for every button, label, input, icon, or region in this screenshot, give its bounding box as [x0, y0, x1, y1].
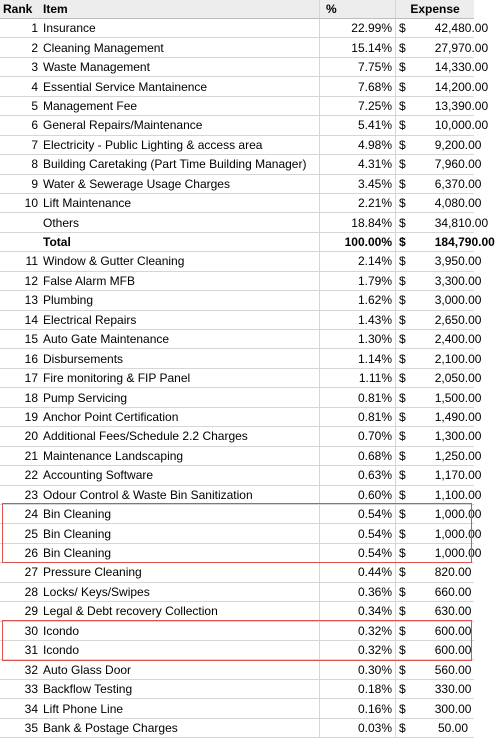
- amount-cell: 560.00: [435, 660, 474, 679]
- table-row: [0, 135, 474, 154]
- amount-cell: 4,080.00: [435, 193, 474, 212]
- table-row: [0, 38, 474, 57]
- amount-cell: 9,200.00: [435, 135, 474, 154]
- item-cell: Window & Gutter Cleaning: [41, 252, 320, 271]
- currency-cell: $: [396, 271, 435, 290]
- currency-cell: $: [396, 174, 435, 193]
- percent-cell: 4.31%: [320, 155, 396, 174]
- table-row: [0, 407, 474, 426]
- percent-cell: 3.45%: [320, 174, 396, 193]
- currency-cell: $: [396, 38, 435, 57]
- item-cell: Additional Fees/Schedule 2.2 Charges: [41, 427, 320, 446]
- currency-cell: $: [396, 193, 435, 212]
- table-row: [0, 57, 474, 76]
- percent-cell: 1.30%: [320, 330, 396, 349]
- percent-cell: 0.16%: [320, 699, 396, 718]
- percent-cell: 4.98%: [320, 135, 396, 154]
- amount-cell: 1,300.00: [435, 427, 474, 446]
- percent-cell: 0.70%: [320, 427, 396, 446]
- item-cell: False Alarm MFB: [41, 271, 320, 290]
- item-cell: Locks/ Keys/Swipes: [41, 582, 320, 601]
- table-body: [0, 19, 495, 738]
- table-row: [0, 679, 474, 698]
- percent-cell: 18.84%: [320, 213, 396, 232]
- currency-cell: $: [396, 446, 435, 465]
- table-row: [0, 155, 474, 174]
- table-row: [0, 524, 474, 543]
- amount-cell: 27,970.00: [435, 38, 474, 57]
- percent-cell: 100.00%: [320, 232, 396, 251]
- currency-cell: $: [396, 621, 435, 640]
- percent-cell: 1.43%: [320, 310, 396, 329]
- amount-cell: 820.00: [435, 563, 474, 582]
- currency-cell: $: [396, 368, 435, 387]
- percent-cell: 2.14%: [320, 252, 396, 271]
- item-cell: Icondo: [41, 641, 320, 660]
- percent-cell: 0.63%: [320, 466, 396, 485]
- rank-cell: 3: [0, 57, 41, 76]
- currency-cell: $: [396, 407, 435, 426]
- amount-cell: 3,950.00: [435, 252, 474, 271]
- amount-cell: 1,000.00: [435, 543, 474, 562]
- item-cell: Plumbing: [41, 291, 320, 310]
- table-row: [0, 193, 474, 212]
- table-row: [0, 252, 474, 271]
- percent-cell: 0.30%: [320, 660, 396, 679]
- rank-cell: 27: [0, 563, 41, 582]
- item-cell: Water & Sewerage Usage Charges: [41, 174, 320, 193]
- percent-cell: 0.68%: [320, 446, 396, 465]
- table-row: [0, 349, 474, 368]
- percent-cell: 0.18%: [320, 679, 396, 698]
- currency-cell: $: [396, 330, 435, 349]
- currency-cell: $: [396, 349, 435, 368]
- table-row: [0, 699, 474, 718]
- table-row: [0, 388, 474, 407]
- rank-cell: 17: [0, 368, 41, 387]
- table-row: [0, 271, 474, 290]
- item-cell: Legal & Debt recovery Collection: [41, 602, 320, 621]
- item-cell: Total: [41, 232, 320, 251]
- percent-cell: 1.79%: [320, 271, 396, 290]
- percent-cell: 0.32%: [320, 621, 396, 640]
- amount-cell: 1,500.00: [435, 388, 474, 407]
- rank-cell: 15: [0, 330, 41, 349]
- amount-cell: 3,300.00: [435, 271, 474, 290]
- item-cell: Backflow Testing: [41, 679, 320, 698]
- amount-cell: 13,390.00: [435, 96, 474, 115]
- item-cell: Building Caretaking (Part Time Building Manager): [41, 155, 320, 174]
- currency-cell: $: [396, 213, 435, 232]
- amount-cell: 7,960.00: [435, 155, 474, 174]
- amount-cell: 330.00: [435, 679, 474, 698]
- table-row: [0, 563, 474, 582]
- percent-cell: 0.81%: [320, 407, 396, 426]
- rank-cell: 34: [0, 699, 41, 718]
- currency-cell: $: [396, 116, 435, 135]
- currency-cell: $: [396, 232, 435, 251]
- percent-cell: 0.36%: [320, 582, 396, 601]
- currency-cell: $: [396, 135, 435, 154]
- percent-cell: 1.11%: [320, 368, 396, 387]
- item-cell: Disbursements: [41, 349, 320, 368]
- rank-cell: 25: [0, 524, 41, 543]
- rank-cell: [0, 213, 41, 232]
- rank-cell: 26: [0, 543, 41, 562]
- rank-cell: 5: [0, 96, 41, 115]
- amount-cell: 50.00: [435, 718, 474, 737]
- amount-cell: 600.00: [435, 641, 474, 660]
- currency-cell: $: [396, 388, 435, 407]
- table-row: [0, 602, 474, 621]
- item-cell: Auto Glass Door: [41, 660, 320, 679]
- currency-cell: $: [396, 582, 435, 601]
- percent-cell: 0.34%: [320, 602, 396, 621]
- table-row: [0, 485, 474, 504]
- rank-cell: 21: [0, 446, 41, 465]
- currency-cell: $: [396, 19, 435, 38]
- percent-cell: 0.54%: [320, 524, 396, 543]
- item-cell: Cleaning Management: [41, 38, 320, 57]
- rank-cell: 20: [0, 427, 41, 446]
- table-row: [0, 543, 474, 562]
- currency-cell: $: [396, 427, 435, 446]
- percent-cell: 0.54%: [320, 543, 396, 562]
- percent-cell: 0.32%: [320, 641, 396, 660]
- rank-cell: 1: [0, 19, 41, 38]
- rank-cell: 9: [0, 174, 41, 193]
- amount-cell: 1,490.00: [435, 407, 474, 426]
- item-cell: Others: [41, 213, 320, 232]
- currency-cell: $: [396, 252, 435, 271]
- table-row: [0, 96, 474, 115]
- item-cell: Electricity - Public Lighting & access area: [41, 135, 320, 154]
- currency-cell: $: [396, 155, 435, 174]
- rank-cell: 14: [0, 310, 41, 329]
- rank-cell: 16: [0, 349, 41, 368]
- item-cell: Waste Management: [41, 57, 320, 76]
- rank-cell: 10: [0, 193, 41, 212]
- item-cell: Management Fee: [41, 96, 320, 115]
- item-cell: Auto Gate Maintenance: [41, 330, 320, 349]
- item-cell: Odour Control & Waste Bin Sanitization: [41, 485, 320, 504]
- currency-cell: $: [396, 77, 435, 96]
- item-cell: Anchor Point Certification: [41, 407, 320, 426]
- item-cell: General Repairs/Maintenance: [41, 116, 320, 135]
- percent-cell: 1.62%: [320, 291, 396, 310]
- currency-cell: $: [396, 641, 435, 660]
- amount-cell: 600.00: [435, 621, 474, 640]
- amount-cell: 2,650.00: [435, 310, 474, 329]
- currency-cell: $: [396, 485, 435, 504]
- amount-cell: 1,000.00: [435, 504, 474, 523]
- amount-cell: 42,480.00: [435, 19, 474, 38]
- rank-cell: 7: [0, 135, 41, 154]
- currency-cell: $: [396, 310, 435, 329]
- percent-cell: 15.14%: [320, 38, 396, 57]
- table-row: [0, 213, 474, 232]
- table-row: [0, 504, 474, 523]
- currency-cell: $: [396, 504, 435, 523]
- table-row: [0, 446, 474, 465]
- amount-cell: 630.00: [435, 602, 474, 621]
- rank-cell: 33: [0, 679, 41, 698]
- amount-cell: 3,000.00: [435, 291, 474, 310]
- item-cell: Maintenance Landscaping: [41, 446, 320, 465]
- table-row: [0, 330, 474, 349]
- expense-header: Expense: [396, 0, 475, 19]
- amount-cell: 6,370.00: [435, 174, 474, 193]
- table-row: [0, 641, 474, 660]
- currency-cell: $: [396, 563, 435, 582]
- currency-cell: $: [396, 543, 435, 562]
- percent-cell: 0.44%: [320, 563, 396, 582]
- rank-cell: [0, 232, 41, 251]
- currency-cell: $: [396, 602, 435, 621]
- rank-cell: 8: [0, 155, 41, 174]
- amount-cell: 660.00: [435, 582, 474, 601]
- amount-cell: 1,250.00: [435, 446, 474, 465]
- table-row: [0, 232, 474, 251]
- amount-cell: 14,330.00: [435, 57, 474, 76]
- rank-cell: 11: [0, 252, 41, 271]
- item-cell: Electrical Repairs: [41, 310, 320, 329]
- amount-cell: 184,790.00: [435, 232, 474, 251]
- currency-cell: $: [396, 96, 435, 115]
- currency-cell: $: [396, 524, 435, 543]
- currency-cell: $: [396, 699, 435, 718]
- item-cell: Insurance: [41, 19, 320, 38]
- table-row: [0, 718, 474, 737]
- table-row: [0, 291, 474, 310]
- percent-cell: 0.03%: [320, 718, 396, 737]
- item-cell: Lift Maintenance: [41, 193, 320, 212]
- table-row: [0, 621, 474, 640]
- table-row: [0, 19, 474, 38]
- percent-cell: 22.99%: [320, 19, 396, 38]
- currency-cell: $: [396, 660, 435, 679]
- amount-cell: 1,170.00: [435, 466, 474, 485]
- table-row: [0, 368, 474, 387]
- item-cell: Essential Service Mantainence: [41, 77, 320, 96]
- rank-cell: 12: [0, 271, 41, 290]
- item-cell: Lift Phone Line: [41, 699, 320, 718]
- item-header: Item: [41, 0, 320, 19]
- percent-cell: 7.68%: [320, 77, 396, 96]
- item-cell: Icondo: [41, 621, 320, 640]
- rank-cell: 4: [0, 77, 41, 96]
- item-cell: Bin Cleaning: [41, 543, 320, 562]
- table-row: [0, 427, 474, 446]
- rank-cell: 24: [0, 504, 41, 523]
- rank-cell: 32: [0, 660, 41, 679]
- rank-cell: 31: [0, 641, 41, 660]
- percent-cell: 2.21%: [320, 193, 396, 212]
- amount-cell: 1,100.00: [435, 485, 474, 504]
- item-cell: Bank & Postage Charges: [41, 718, 320, 737]
- currency-cell: $: [396, 291, 435, 310]
- item-cell: Bin Cleaning: [41, 504, 320, 523]
- rank-cell: 6: [0, 116, 41, 135]
- header-row: [0, 0, 474, 19]
- table-row: [0, 77, 474, 96]
- currency-cell: $: [396, 679, 435, 698]
- percent-cell: 0.60%: [320, 485, 396, 504]
- rank-cell: 29: [0, 602, 41, 621]
- item-cell: Bin Cleaning: [41, 524, 320, 543]
- amount-cell: 2,100.00: [435, 349, 474, 368]
- table-row: [0, 466, 474, 485]
- percent-cell: 5.41%: [320, 116, 396, 135]
- percent-cell: 0.81%: [320, 388, 396, 407]
- percent-cell: 7.25%: [320, 96, 396, 115]
- rank-cell: 23: [0, 485, 41, 504]
- rank-cell: 35: [0, 718, 41, 737]
- percent-cell: 7.75%: [320, 57, 396, 76]
- rank-cell: 22: [0, 466, 41, 485]
- rank-cell: 28: [0, 582, 41, 601]
- item-cell: Accounting Software: [41, 466, 320, 485]
- table-row: [0, 582, 474, 601]
- item-cell: Pressure Cleaning: [41, 563, 320, 582]
- amount-cell: 2,400.00: [435, 330, 474, 349]
- currency-cell: $: [396, 466, 435, 485]
- currency-cell: $: [396, 57, 435, 76]
- percent-cell: 0.54%: [320, 504, 396, 523]
- amount-cell: 1,000.00: [435, 524, 474, 543]
- table-row: [0, 310, 474, 329]
- amount-cell: 14,200.00: [435, 77, 474, 96]
- amount-cell: 300.00: [435, 699, 474, 718]
- amount-cell: 2,050.00: [435, 368, 474, 387]
- table-row: [0, 660, 474, 679]
- table-row: [0, 174, 474, 193]
- item-cell: Fire monitoring & FIP Panel: [41, 368, 320, 387]
- rank-cell: 30: [0, 621, 41, 640]
- item-cell: Pump Servicing: [41, 388, 320, 407]
- table-row: [0, 116, 474, 135]
- rank-cell: 19: [0, 407, 41, 426]
- percent-header: %: [320, 0, 396, 19]
- rank-cell: 18: [0, 388, 41, 407]
- rank-cell: 2: [0, 38, 41, 57]
- rank-header: Rank: [0, 0, 41, 19]
- currency-cell: $: [396, 718, 435, 737]
- amount-cell: 34,810.00: [435, 213, 474, 232]
- rank-cell: 13: [0, 291, 41, 310]
- amount-cell: 10,000.00: [435, 116, 474, 135]
- percent-cell: 1.14%: [320, 349, 396, 368]
